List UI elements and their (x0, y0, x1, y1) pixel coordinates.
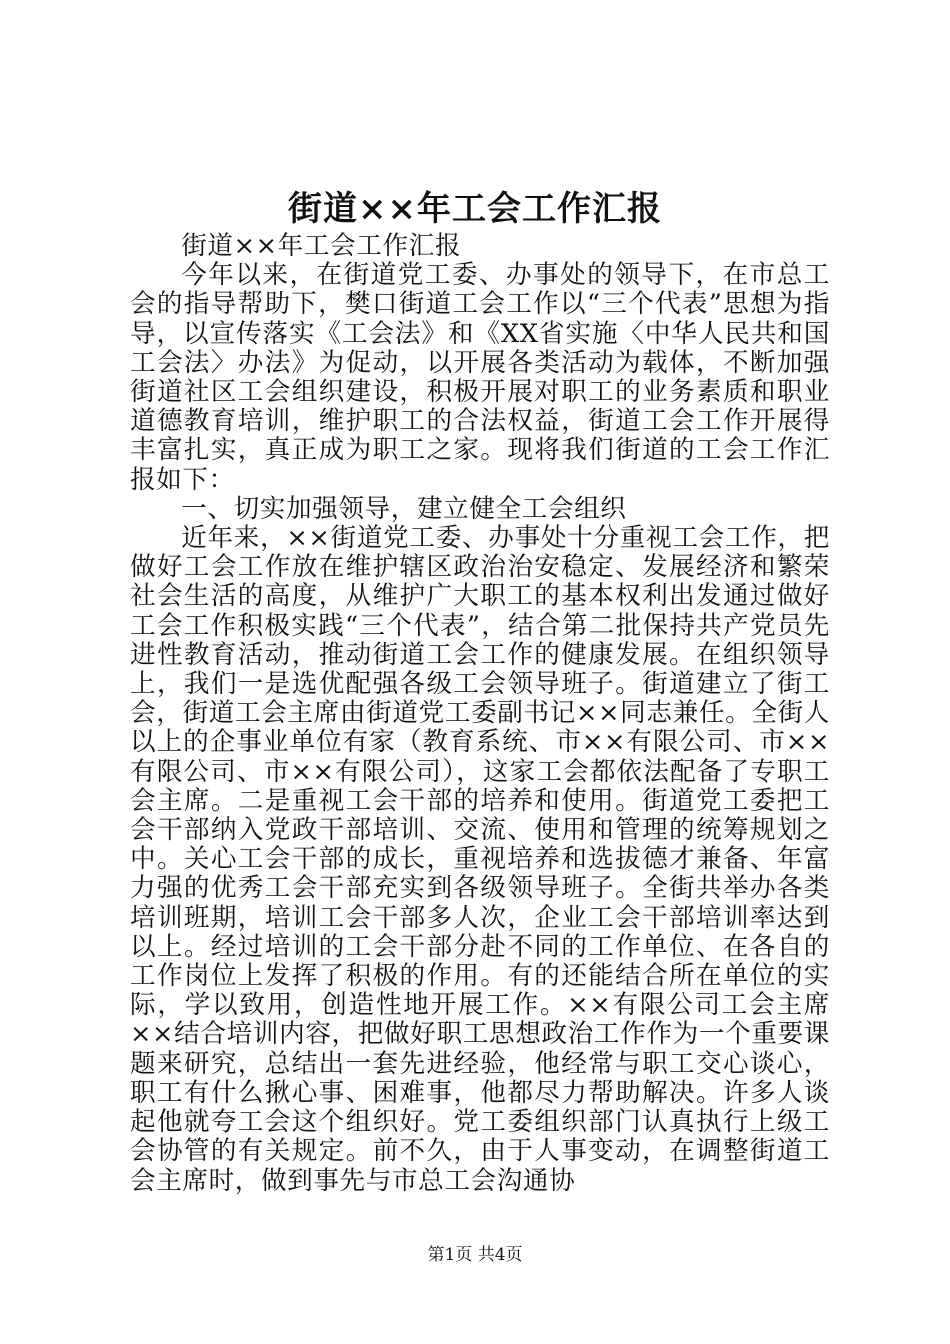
document-body (130, 232, 830, 1196)
document-title: 街道××年工会工作汇报 (288, 189, 662, 229)
intro-paragraph: 今年以来，在街道党工委、办事处的领导下，在市总工会的指导帮助下，樊口街道工会工作以“三个代表”思想为指导，以宣传落实《工会法》和《XX省实施〈中华人民共和国工会法〉办法》为促动，以开展各类活动为载体，不断加强街道社区工会组织建设，积极开展对职工的业务素质和职业道德教育培训，维护职工的合法权益，街道工会工作开展得丰富扎实，真正成为职工之家。现将我们街道的工会工作汇报如下： (130, 260, 830, 495)
section-heading: 一、切实加强领导，建立健全工会组织 (181, 493, 627, 524)
page-footer: 第1页 共4页 (427, 1245, 523, 1265)
subtitle-line: 街道××年工会工作汇报 (181, 231, 462, 261)
section-paragraph: 近年来，××街道党工委、办事处十分重视工会工作，把做好工会工作放在维护辖区政治治安稳定、发展经济和繁荣社会生活的高度，从维护广大职工的基本权利出发通过做好工会工作积极实践“三个代表”，结合第二批保持共产党员先进性教育活动，推动街道工会工作的健康发展。在组织领导上，我们一是选优配强各级工会领导班子。街道建立了街工会，街道工会主席由街道党工委副书记××同志兼任。全街人以上的企事业单位有家（教育系统、市××有限公司、市××有限公司、市××有限公司），这家工会都依法配备了专职工会主席。二是重视工会干部的培养和使用。街道党工委把工会干部纳入党政干部培训、交流、使用和管理的统筹规划之中。关心工会干部的成长，重视培养和选拔德才兼备、年富力强的优秀工会干部充实到各级领导班子。全街共举办各类培训班期，培训工会干部多人次，企业工会干部培训率达到以上。经过培训的工会干部分赴不同的工作单位、在各自的工作岗位上发挥了积极的作用。有的还能结合所在单位的实际，学以致用，创造性地开展工作。××有限公司工会主席××结合培训内容，把做好职工思想政治工作作为一个重要课题来研究，总结出一套先进经验，他经常与职工交心谈心，职工有什么揪心事、困难事，他都尽力帮助解决。许多人谈起他就夸工会这个组织好。党工委组织部门认真执行上级工会协管的有关规定。前不久，由于人事变动，在调整街道工会主席时，做到事先与市总工会沟通协 (130, 523, 830, 1196)
